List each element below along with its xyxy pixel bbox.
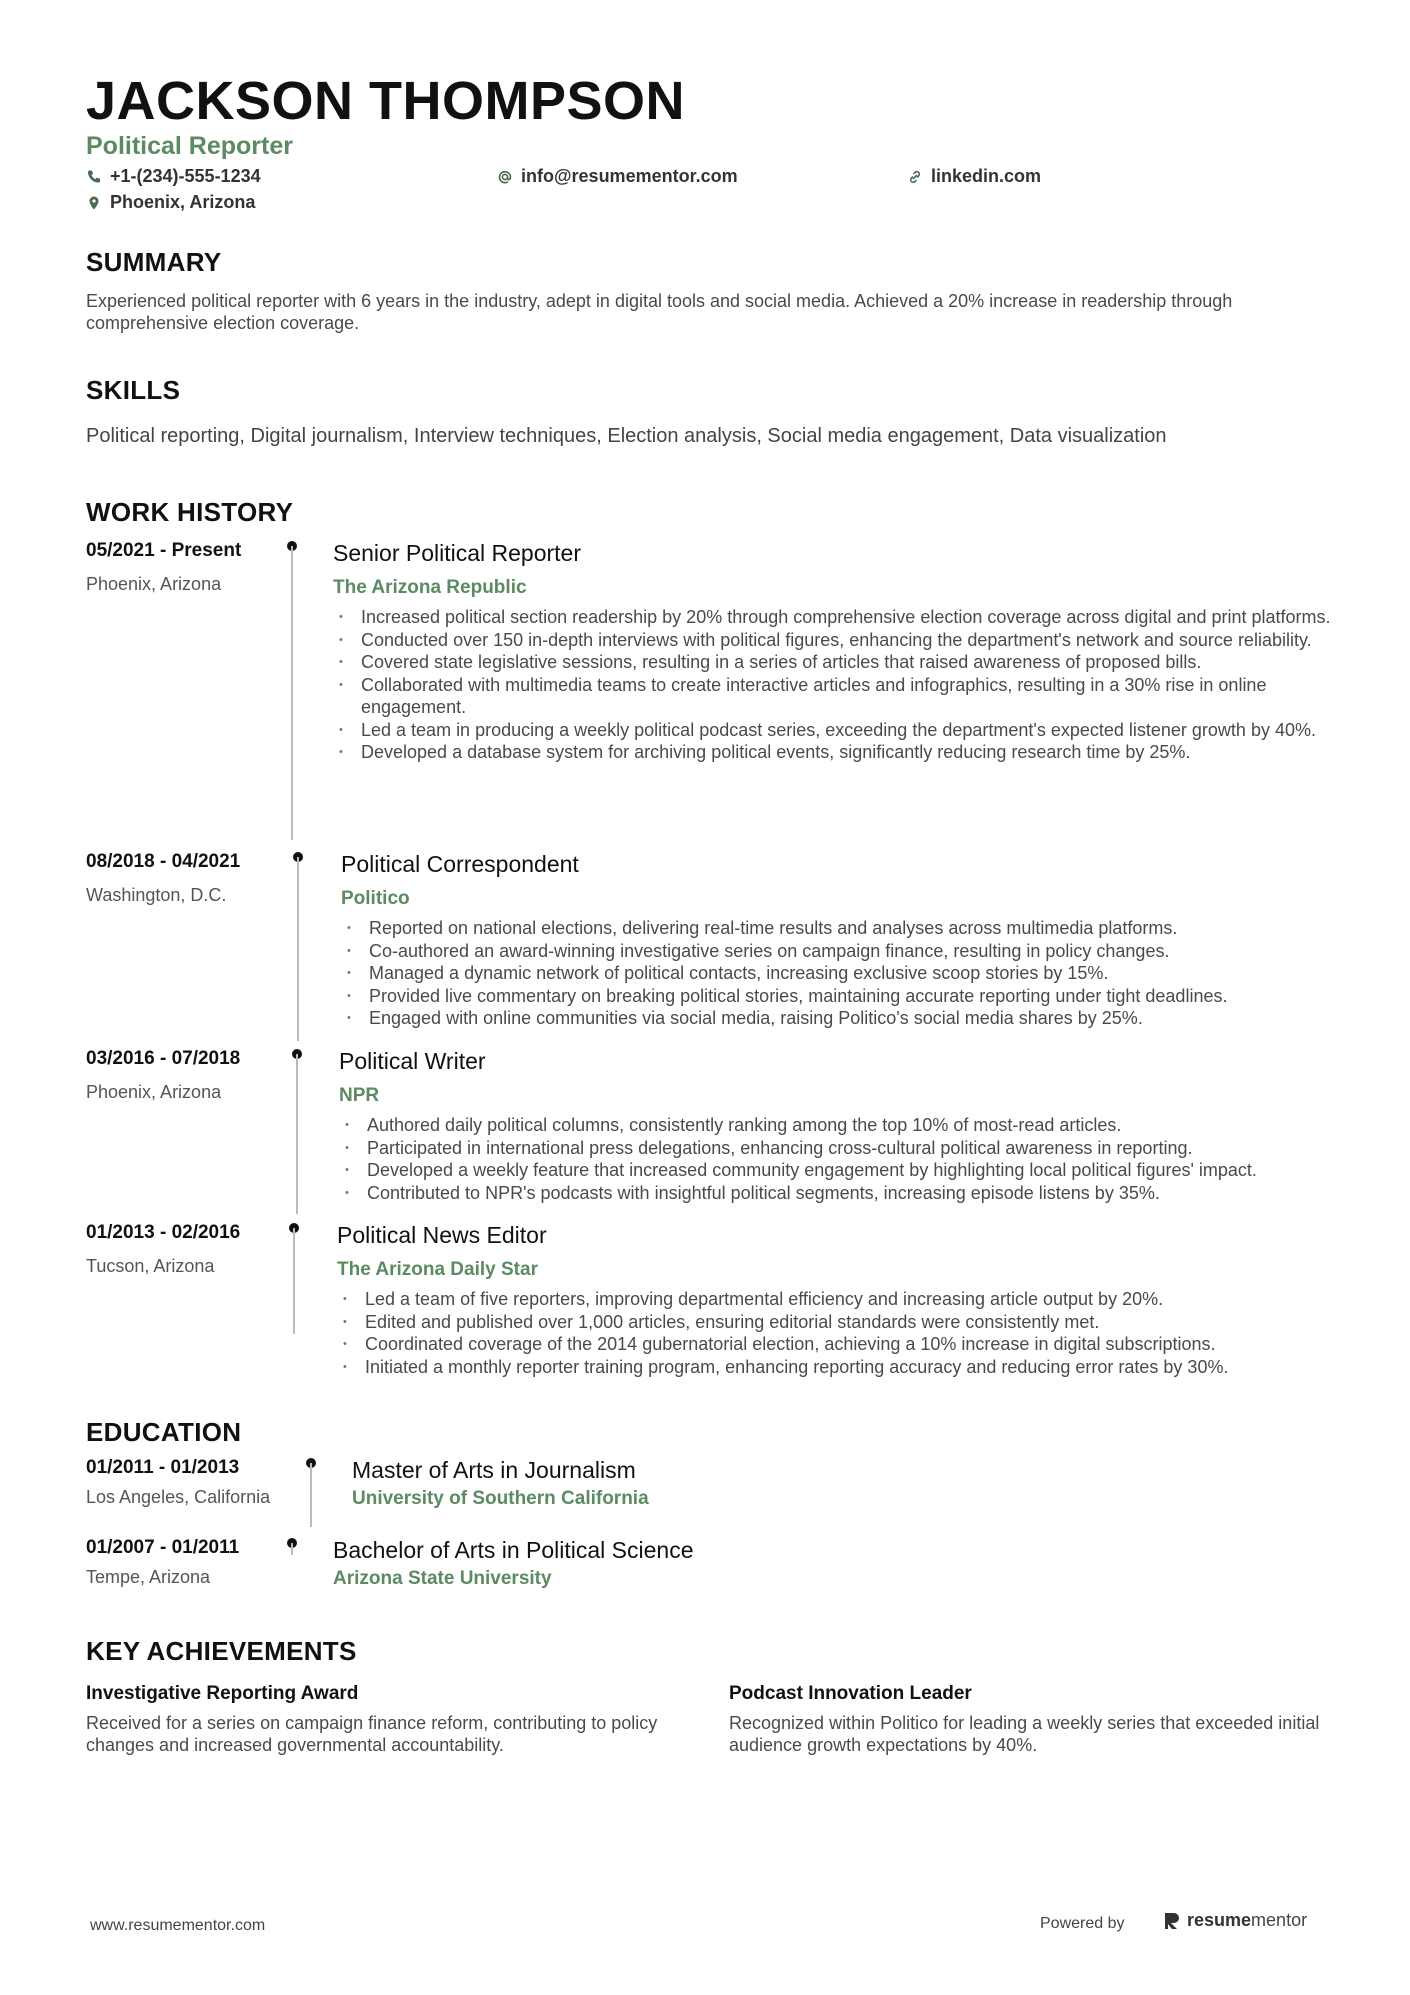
timeline-line xyxy=(296,1054,298,1214)
candidate-name: JACKSON THOMPSON xyxy=(86,71,686,131)
education-dates: 01/2011 - 01/2013 xyxy=(86,1457,240,1478)
job-entry xyxy=(86,1222,1336,1382)
footer-url[interactable]: www.resumementor.com xyxy=(90,1917,266,1934)
timeline-line xyxy=(297,857,299,1041)
brand-logo[interactable] xyxy=(1163,1910,1307,1931)
phone-icon xyxy=(86,169,102,185)
job-entry xyxy=(86,1048,1336,1208)
education-dates: 01/2007 - 01/2011 xyxy=(86,1537,240,1558)
location-text: Phoenix, Arizona xyxy=(110,192,256,212)
skills-heading: SKILLS xyxy=(86,375,181,405)
school-name: Arizona State University xyxy=(333,1568,552,1589)
timeline-line xyxy=(291,546,293,840)
contact-linkedin[interactable] xyxy=(907,166,1041,187)
list-item: • Authored daily political columns, consistently ranking among the top 10% of most-read articles. xyxy=(339,1114,1339,1137)
job-dates: 01/2013 - 02/2016 xyxy=(86,1222,241,1243)
list-item: • Engaged with online communities via social media, raising Politico's social media shares by 25%. xyxy=(341,1007,1331,1030)
education-location: Tempe, Arizona xyxy=(86,1567,211,1587)
brand-name-bold: resume xyxy=(1187,1910,1252,1930)
work-history-heading: WORK HISTORY xyxy=(86,497,294,527)
list-item: • Provided live commentary on breaking political stories, maintaining accurate reporting under tight deadlines. xyxy=(341,985,1331,1008)
contact-phone xyxy=(86,166,261,187)
job-company: Politico xyxy=(341,888,410,909)
job-company: The Arizona Republic xyxy=(333,577,527,598)
list-item: • Initiated a monthly reporter training program, enhancing reporting accuracy and reducing error rates by 30%. xyxy=(337,1356,1337,1379)
list-item: • Contributed to NPR's podcasts with insightful political segments, increasing episode listens by 35%. xyxy=(339,1182,1339,1205)
timeline-line xyxy=(293,1228,295,1334)
candidate-role: Political Reporter xyxy=(86,132,293,160)
contact-location xyxy=(86,192,255,213)
education-heading: EDUCATION xyxy=(86,1417,242,1447)
contact-email[interactable] xyxy=(497,166,738,187)
job-company: The Arizona Daily Star xyxy=(337,1259,538,1280)
list-item: • Developed a database system for archiving political events, significantly reducing research time by 25%. xyxy=(333,741,1333,764)
job-bullets xyxy=(339,1114,1339,1204)
education-entry xyxy=(86,1457,1336,1527)
job-bullets xyxy=(341,917,1331,1030)
job-title: Senior Political Reporter xyxy=(333,540,582,566)
brand-name-light: mentor xyxy=(1251,1910,1308,1930)
job-location: Washington, D.C. xyxy=(86,885,227,905)
list-item: • Led a team in producing a weekly political podcast series, exceeding the department's expected listener growth by 40%. xyxy=(333,719,1333,742)
job-title: Political Correspondent xyxy=(341,851,579,877)
linkedin-text: linkedin.com xyxy=(931,166,1042,186)
job-dates: 05/2021 - Present xyxy=(86,540,242,561)
job-entry xyxy=(86,540,1336,830)
degree-title: Bachelor of Arts in Political Science xyxy=(333,1537,694,1563)
list-item: • Increased political section readership by 20% through comprehensive election coverage across digital and print platforms. xyxy=(333,606,1333,629)
list-item: • Coordinated coverage of the 2014 gubernatorial election, achieving a 10% increase in digital subscriptions. xyxy=(337,1333,1337,1356)
achievement-title: Podcast Innovation Leader xyxy=(729,1683,972,1704)
location-pin-icon xyxy=(86,195,102,211)
email-text: info@resumementor.com xyxy=(521,166,738,186)
list-item: • Developed a weekly feature that increased community engagement by highlighting local political figures' impact. xyxy=(339,1159,1339,1182)
job-title: Political News Editor xyxy=(337,1222,547,1248)
job-bullets xyxy=(337,1288,1337,1378)
achievement-desc: Recognized within Politico for leading a weekly series that exceeded initial audience growth expectations by 40%. xyxy=(729,1713,1320,1755)
list-item: • Collaborated with multimedia teams to create interactive articles and infographics, resulting in a 30% rise in online engagement. xyxy=(333,674,1333,719)
job-dates: 03/2016 - 07/2018 xyxy=(86,1048,241,1069)
list-item: • Covered state legislative sessions, resulting in a series of articles that raised awareness of proposed bills. xyxy=(333,651,1333,674)
job-title: Political Writer xyxy=(339,1048,486,1074)
degree-title: Master of Arts in Journalism xyxy=(352,1457,636,1483)
phone-text: +1-(234)-555-1234 xyxy=(110,166,261,186)
list-item: • Reported on national elections, delivering real-time results and analyses across multimedia platforms. xyxy=(341,917,1331,940)
list-item: • Conducted over 150 in-depth interviews with political figures, enhancing the department's network and source reliability. xyxy=(333,629,1333,652)
job-dates: 08/2018 - 04/2021 xyxy=(86,851,241,872)
summary-heading: SUMMARY xyxy=(86,247,222,277)
achievements-heading: KEY ACHIEVEMENTS xyxy=(86,1636,357,1666)
education-entry xyxy=(86,1537,1336,1607)
school-name: University of Southern California xyxy=(352,1488,649,1509)
list-item: • Edited and published over 1,000 articles, ensuring editorial standards were consistently met. xyxy=(337,1311,1337,1334)
powered-by-label: Powered by xyxy=(1040,1915,1125,1932)
job-location: Tucson, Arizona xyxy=(86,1256,215,1276)
list-item: • Managed a dynamic network of political contacts, increasing exclusive scoop stories by 15%. xyxy=(341,962,1331,985)
timeline-line xyxy=(291,1543,293,1555)
link-icon xyxy=(907,169,923,185)
job-company: NPR xyxy=(339,1085,380,1106)
list-item: • Participated in international press delegations, enhancing cross-cultural political awareness in reporting. xyxy=(339,1137,1339,1160)
job-location: Phoenix, Arizona xyxy=(86,574,222,594)
skills-text: Political reporting, Digital journalism, Interview techniques, Election analysis, Social media engagement, Data visualization xyxy=(86,425,1167,447)
at-icon xyxy=(497,169,513,185)
achievement-title: Investigative Reporting Award xyxy=(86,1683,359,1704)
education-location: Los Angeles, California xyxy=(86,1487,271,1507)
achievement-desc: Received for a series on campaign finance reform, contributing to policy changes and increased governmental accountability. xyxy=(86,1713,658,1755)
list-item: • Co-authored an award-winning investigative series on campaign finance, resulting in policy changes. xyxy=(341,940,1331,963)
job-entry xyxy=(86,851,1336,1031)
job-bullets xyxy=(333,606,1333,764)
job-location: Phoenix, Arizona xyxy=(86,1082,222,1102)
summary-text: Experienced political reporter with 6 years in the industry, adept in digital tools and social media. Achieved a 20% increase in readership through comprehensive election coverage. xyxy=(86,291,1233,333)
timeline-line xyxy=(310,1463,312,1527)
list-item: • Led a team of five reporters, improving departmental efficiency and increasing article output by 20%. xyxy=(337,1288,1337,1311)
resumementor-logo-icon xyxy=(1163,1911,1181,1931)
